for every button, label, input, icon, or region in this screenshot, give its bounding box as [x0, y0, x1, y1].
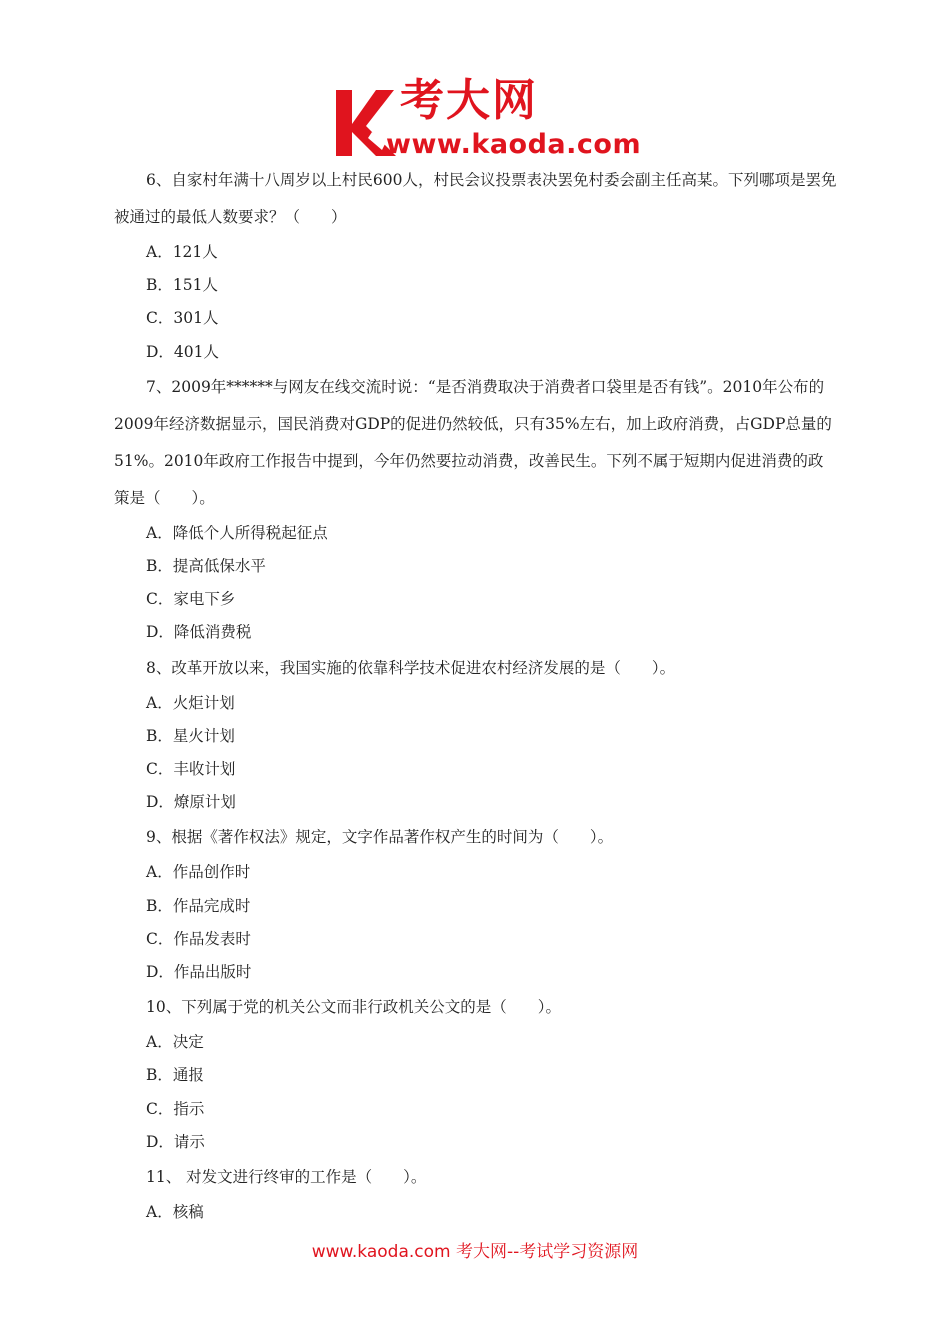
footer-link[interactable]: www.kaoda.com 考大网--考试学习资源网	[311, 1242, 639, 1262]
question-11	[114, 1159, 838, 1229]
question-stem: 11、 对发文进行终审的工作是（ ）。	[146, 1168, 427, 1187]
logo-url[interactable]: www.kaoda.com	[386, 129, 642, 160]
question-stem: 10、下列属于党的机关公文而非行政机关公文的是（ ）。	[146, 998, 561, 1017]
option-b: B．星火计划	[146, 726, 235, 745]
option-a: A．作品创作时	[146, 863, 251, 882]
question-stem: 8、改革开放以来，我国实施的依靠科学技术促进农村经济发展的是（ ）。	[146, 658, 676, 677]
option-d: D．降低消费税	[146, 623, 252, 642]
option-d: D．燎原计划	[146, 793, 236, 812]
option-c: C．301人	[146, 309, 219, 328]
option-a: A．121人	[146, 243, 218, 261]
option-c: C．家电下乡	[146, 590, 236, 609]
question-7	[114, 369, 838, 650]
option-d: D．作品出版时	[146, 963, 252, 982]
question-stem: 6、自家村年满十八周岁以上村民600人，村民会议投票表决罢免村委会副主任高某。下列哪项是罢免被通过的最低人数要求？（ ）	[114, 171, 837, 226]
question-list	[114, 162, 838, 1229]
option-a: A．核稿	[146, 1203, 204, 1222]
option-b: B．通报	[146, 1066, 204, 1085]
option-a: A．火炬计划	[146, 693, 235, 712]
question-6	[114, 162, 838, 369]
question-9	[114, 819, 838, 989]
option-a: A．降低个人所得税起征点	[146, 523, 328, 542]
question-8	[114, 650, 838, 820]
question-stem: 7、2009年******与网友在线交流时说：“是否消费取决于消费者口袋里是否有钱”。2010年公布的2009年经济数据显示，国民消费对GDP的促进仍然较低，只有35%左右，加上政府消费，占GDP总量的51%。2010年政府工作报告中提到，今年仍然要拉动消费，改善民生。下列不属于短期内促进消费的政策是（ ）。	[114, 377, 832, 507]
option-b: B．提高低保水平	[146, 557, 266, 576]
option-c: C．作品发表时	[146, 929, 251, 948]
option-b: B．151人	[146, 276, 218, 295]
question-stem: 9、根据《著作权法》规定，文字作品著作权产生的时间为（ ）。	[146, 828, 614, 847]
option-a: A．决定	[146, 1033, 204, 1052]
option-c: C．丰收计划	[146, 760, 236, 779]
question-10	[114, 989, 838, 1159]
option-b: B．作品完成时	[146, 896, 251, 915]
option-d: D．401人	[146, 342, 220, 361]
option-d: D．请示	[146, 1132, 205, 1151]
option-c: C．指示	[146, 1099, 205, 1118]
logo-title: 考大网	[400, 75, 538, 126]
